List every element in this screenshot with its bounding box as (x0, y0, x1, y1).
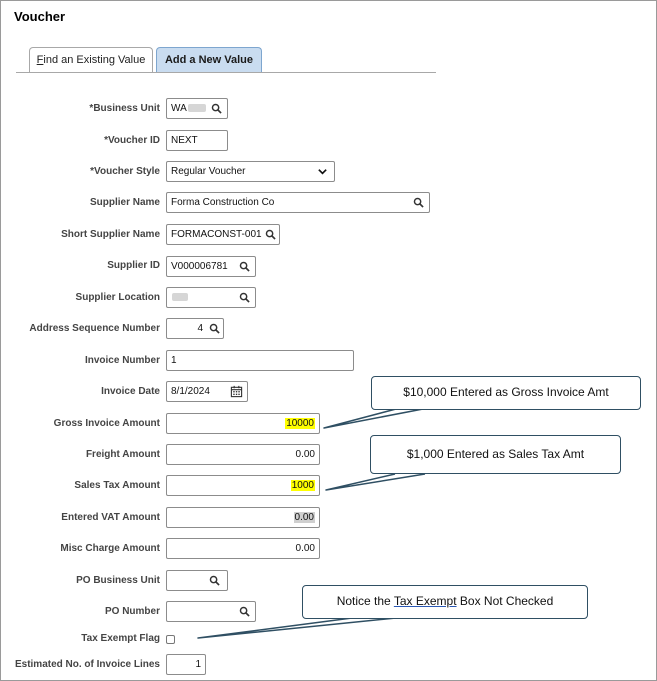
business-unit-label: *Business Unit (89, 103, 160, 114)
entered-vat-amount-input[interactable] (166, 507, 320, 528)
supplier-id-search-icon[interactable] (237, 257, 251, 276)
address-sequence-value: 4 (197, 323, 203, 334)
sales-tax-amount-label: Sales Tax Amount (74, 480, 160, 491)
invoice-number-label: Invoice Number (84, 355, 160, 366)
supplier-id-label: Supplier ID (107, 260, 160, 271)
po-business-unit-search-icon[interactable] (207, 571, 221, 590)
supplier-name-search-icon[interactable] (411, 193, 425, 212)
entered-vat-amount-label: Entered VAT Amount (61, 512, 160, 523)
estimated-lines-value: 1 (195, 659, 201, 670)
sales-tax-amount-input[interactable] (166, 475, 320, 496)
estimated-lines-input[interactable] (166, 654, 206, 675)
calendar-icon[interactable] (229, 382, 244, 401)
short-supplier-name-input[interactable] (166, 224, 280, 245)
gross-invoice-amount-label: Gross Invoice Amount (53, 418, 160, 429)
tax-exempt-flag-checkbox[interactable] (166, 635, 175, 644)
business-unit-value: WA (171, 103, 187, 114)
tab-add-new-value[interactable]: Add a New Value (156, 47, 262, 72)
short-supplier-name-value: FORMACONST-001 (171, 229, 262, 240)
address-sequence-search-icon[interactable] (207, 319, 221, 338)
tax-exempt-flag-label: Tax Exempt Flag (81, 633, 160, 644)
business-unit-input[interactable] (166, 98, 228, 119)
supplier-name-input[interactable] (166, 192, 430, 213)
freight-amount-input[interactable] (166, 444, 320, 465)
supplier-location-label: Supplier Location (75, 292, 160, 303)
po-business-unit-input[interactable] (166, 570, 228, 591)
invoice-date-input[interactable] (166, 381, 248, 402)
po-number-input[interactable] (166, 601, 256, 622)
po-number-label: PO Number (104, 606, 160, 617)
gross-invoice-amount-input[interactable] (166, 413, 320, 434)
redacted-value (172, 293, 188, 301)
tab-find-existing-value[interactable] (29, 47, 153, 72)
chevron-down-icon (315, 162, 329, 181)
gross-amount-callout: $10,000 Entered as Gross Invoice Amt (371, 376, 641, 410)
short-supplier-name-search-icon[interactable] (263, 225, 277, 244)
supplier-location-search-icon[interactable] (237, 288, 251, 307)
tab-bar-divider (16, 72, 436, 73)
po-number-search-icon[interactable] (237, 602, 251, 621)
supplier-name-label: Supplier Name (89, 197, 160, 208)
tax-exempt-callout-suffix: Box Not Checked (456, 594, 554, 608)
invoice-date-value: 8/1/2024 (171, 386, 210, 397)
supplier-name-value: Forma Construction Co (171, 197, 275, 208)
voucher-style-select[interactable] (166, 161, 335, 182)
tab-find-label: ind an Existing Value (43, 54, 146, 66)
estimated-lines-label: Estimated No. of Invoice Lines (14, 659, 160, 670)
misc-charge-amount-value: 0.00 (295, 543, 315, 554)
misc-charge-amount-label: Misc Charge Amount (60, 543, 160, 554)
voucher-id-label: *Voucher ID (104, 135, 160, 146)
voucher-style-label: *Voucher Style (90, 166, 160, 177)
tax-exempt-callout-emphasis: Tax Exempt (393, 594, 457, 608)
supplier-id-value: V000006781 (171, 261, 228, 272)
tax-exempt-callout (302, 585, 588, 619)
voucher-style-value: Regular Voucher (171, 166, 246, 177)
misc-charge-amount-input[interactable] (166, 538, 320, 559)
invoice-number-input[interactable] (166, 350, 354, 371)
supplier-id-input[interactable] (166, 256, 256, 277)
freight-amount-value: 0.00 (295, 449, 315, 460)
po-business-unit-label: PO Business Unit (76, 575, 160, 586)
address-sequence-label: Address Sequence Number (29, 323, 160, 334)
supplier-location-input[interactable] (166, 287, 256, 308)
voucher-id-value: NEXT (171, 135, 198, 146)
page-title: Voucher (14, 9, 66, 24)
freight-amount-label: Freight Amount (85, 449, 160, 460)
tax-exempt-callout-prefix: Notice the (336, 594, 394, 608)
invoice-date-label: Invoice Date (101, 386, 160, 397)
business-unit-search-icon[interactable] (209, 99, 223, 118)
tab-find-access-key: F (36, 54, 44, 66)
redacted-value (188, 104, 206, 112)
gross-invoice-amount-value: 10000 (286, 418, 314, 429)
sales-tax-amount-value: 1000 (291, 480, 314, 491)
address-sequence-input[interactable] (166, 318, 224, 339)
entered-vat-amount-value: 0.00 (294, 512, 314, 523)
voucher-id-input[interactable] (166, 130, 228, 151)
short-supplier-name-label: Short Supplier Name (61, 229, 160, 240)
invoice-number-value: 1 (171, 355, 177, 366)
sales-tax-callout: $1,000 Entered as Sales Tax Amt (370, 435, 621, 474)
